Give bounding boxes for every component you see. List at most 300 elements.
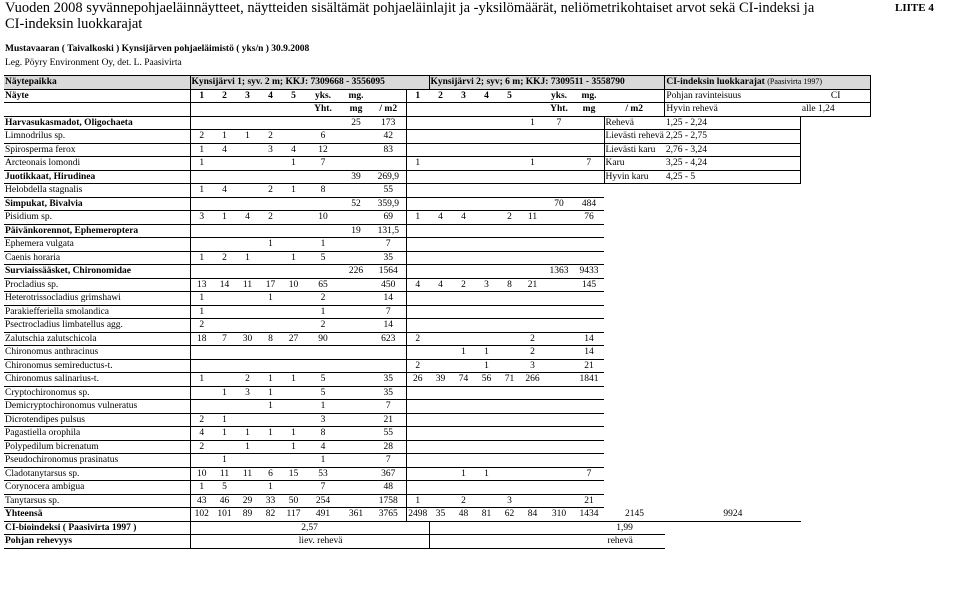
sample-count bbox=[452, 116, 475, 130]
total-m2-b: 2498 bbox=[406, 508, 429, 522]
sample-count: 4 bbox=[452, 211, 475, 225]
sample-count bbox=[498, 346, 521, 360]
sample-count bbox=[282, 359, 305, 373]
total-count: 21 bbox=[521, 278, 544, 292]
empty-cell bbox=[801, 508, 871, 522]
per-m2: 7 bbox=[371, 305, 406, 319]
sample-count bbox=[475, 170, 498, 184]
biomass bbox=[341, 292, 371, 306]
total-count bbox=[521, 197, 544, 211]
total-sample: 82 bbox=[259, 508, 282, 522]
sample-count: 1 bbox=[190, 251, 213, 265]
taxon-name: Arcteonais lomondi bbox=[4, 157, 190, 171]
biomass bbox=[341, 346, 371, 360]
biomass bbox=[544, 494, 574, 508]
sample-count bbox=[282, 170, 305, 184]
sample-count: 11 bbox=[236, 278, 259, 292]
per-m2 bbox=[574, 400, 604, 414]
table-row bbox=[4, 251, 871, 265]
biomass bbox=[341, 413, 371, 427]
total-count: 3 bbox=[305, 413, 341, 427]
per-m2 bbox=[574, 440, 604, 454]
table-row bbox=[4, 143, 871, 157]
sample-count: 4 bbox=[190, 427, 213, 441]
sample-count bbox=[429, 427, 452, 441]
total-count: 6 bbox=[305, 130, 341, 144]
per-m2: 7 bbox=[574, 157, 604, 171]
biomass: 226 bbox=[341, 265, 371, 279]
sample-count bbox=[475, 211, 498, 225]
empty-cell bbox=[665, 400, 801, 414]
ci-index-row bbox=[4, 521, 871, 535]
sample-count bbox=[429, 130, 452, 144]
table-row bbox=[4, 292, 871, 306]
sample-count bbox=[213, 400, 236, 414]
sample-count bbox=[475, 319, 498, 333]
sample-count: 2 bbox=[452, 494, 475, 508]
per-m2 bbox=[574, 251, 604, 265]
sample-count: 4 bbox=[213, 184, 236, 198]
sample-count bbox=[259, 359, 282, 373]
sample-count bbox=[236, 319, 259, 333]
sample-count bbox=[406, 184, 429, 198]
per-m2 bbox=[574, 427, 604, 441]
sample-count: 2 bbox=[259, 130, 282, 144]
empty-cell bbox=[665, 346, 801, 360]
empty-cell bbox=[665, 332, 801, 346]
table-row bbox=[4, 184, 871, 198]
page-title: Vuoden 2008 syvännepohjaeläinnäytteet, näytteiden sisältämät pohjaeläinlajit ja -yksilömäärät, neliömetrikohtaiset arvot sekä CI-indeksi ja CI-indeksin luokkarajat bbox=[5, 0, 815, 32]
total-count bbox=[521, 494, 544, 508]
per-m2: 7 bbox=[574, 467, 604, 481]
total-count: 266 bbox=[521, 373, 544, 387]
empty-cell bbox=[665, 224, 801, 238]
sample-count bbox=[498, 400, 521, 414]
ci-index-site1: 2,57 bbox=[190, 521, 429, 535]
sample-count bbox=[498, 454, 521, 468]
per-m2: 14 bbox=[371, 319, 406, 333]
sample-count bbox=[429, 494, 452, 508]
sample-count: 11 bbox=[236, 467, 259, 481]
table-row bbox=[4, 346, 871, 360]
sample-count bbox=[452, 454, 475, 468]
sample-count bbox=[259, 224, 282, 238]
total-count: 2 bbox=[521, 346, 544, 360]
sample-count bbox=[282, 292, 305, 306]
sample-num: 2 bbox=[429, 89, 452, 103]
table-row bbox=[4, 427, 871, 441]
empty-cell bbox=[665, 238, 801, 252]
sample-count bbox=[406, 413, 429, 427]
taxon-name: Parakiefferiella smolandica bbox=[4, 305, 190, 319]
total-count: 2 bbox=[305, 319, 341, 333]
taxon-name: Chironomus semireductus-t. bbox=[4, 359, 190, 373]
biomass: 39 bbox=[341, 170, 371, 184]
sample-count bbox=[452, 197, 475, 211]
total-count bbox=[521, 251, 544, 265]
sample-count bbox=[236, 359, 259, 373]
biomass bbox=[544, 332, 574, 346]
sample-count bbox=[475, 332, 498, 346]
sample-count bbox=[452, 400, 475, 414]
total-count bbox=[305, 116, 341, 130]
taxon-name: Chironomus salinarius-t. bbox=[4, 373, 190, 387]
sample-count bbox=[236, 116, 259, 130]
sample-count bbox=[452, 170, 475, 184]
table-row bbox=[4, 373, 871, 387]
sample-count bbox=[498, 386, 521, 400]
per-m2 bbox=[574, 481, 604, 495]
sample-count bbox=[475, 494, 498, 508]
sample-count bbox=[190, 346, 213, 360]
sample-count: 29 bbox=[236, 494, 259, 508]
table-row bbox=[4, 238, 871, 252]
sample-count: 3 bbox=[498, 494, 521, 508]
biomass bbox=[544, 224, 574, 238]
biomass bbox=[341, 305, 371, 319]
taxon-name: Caenis horaria bbox=[4, 251, 190, 265]
taxon-name: Dicrotendipes pulsus bbox=[4, 413, 190, 427]
sample-count bbox=[213, 359, 236, 373]
biomass bbox=[341, 386, 371, 400]
ci-index-site2: 1,99 bbox=[429, 521, 665, 535]
empty-cell bbox=[604, 454, 665, 468]
sample-count: 2 bbox=[406, 359, 429, 373]
sample-count bbox=[429, 454, 452, 468]
taxon-name: Harvasukasmadot, Oligochaeta bbox=[4, 116, 190, 130]
sample-count: 46 bbox=[213, 494, 236, 508]
taxon-name: Päivänkorennot, Ephemeroptera bbox=[4, 224, 190, 238]
sample-count bbox=[498, 170, 521, 184]
taxon-name: Simpukat, Bivalvia bbox=[4, 197, 190, 211]
total-count bbox=[305, 359, 341, 373]
sample-count bbox=[190, 224, 213, 238]
sample-count bbox=[475, 130, 498, 144]
sample-count: 1 bbox=[282, 440, 305, 454]
per-m2: 367 bbox=[371, 467, 406, 481]
per-m2: 7 bbox=[371, 400, 406, 414]
total-count: 1 bbox=[305, 454, 341, 468]
sample-count: 1 bbox=[452, 467, 475, 481]
sample-count: 27 bbox=[282, 332, 305, 346]
sample-count bbox=[429, 143, 452, 157]
sample-count: 1 bbox=[282, 427, 305, 441]
empty-cell bbox=[604, 359, 665, 373]
total-count bbox=[305, 197, 341, 211]
biomass bbox=[544, 292, 574, 306]
mg-col-label: mg bbox=[574, 103, 604, 117]
per-m2: 9433 bbox=[574, 265, 604, 279]
sample-count bbox=[259, 157, 282, 171]
sample-count bbox=[452, 386, 475, 400]
sample-count bbox=[282, 305, 305, 319]
sample-count bbox=[429, 197, 452, 211]
sample-count bbox=[406, 305, 429, 319]
empty-cell bbox=[604, 224, 665, 238]
total-count: 1 bbox=[521, 157, 544, 171]
biomass bbox=[341, 278, 371, 292]
sample-count: 1 bbox=[190, 481, 213, 495]
biomass bbox=[341, 427, 371, 441]
total-count: 5 bbox=[305, 251, 341, 265]
sample-label: Näyte bbox=[4, 89, 190, 103]
yks-label: yks. bbox=[544, 89, 574, 103]
appendix-label: LIITE 4 bbox=[895, 2, 934, 14]
trophic-state-site2: rehevä bbox=[429, 535, 665, 549]
sample-count bbox=[236, 305, 259, 319]
mg-label: mg. bbox=[341, 89, 371, 103]
table-row bbox=[4, 467, 871, 481]
sample-count bbox=[429, 157, 452, 171]
sample-count: 8 bbox=[259, 332, 282, 346]
per-m2: 35 bbox=[371, 251, 406, 265]
sample-count bbox=[452, 319, 475, 333]
per-m2: 7 bbox=[371, 454, 406, 468]
total-count: 1 bbox=[305, 305, 341, 319]
sample-num: 4 bbox=[475, 89, 498, 103]
sample-count bbox=[406, 467, 429, 481]
sample-count: 2 bbox=[213, 251, 236, 265]
biomass bbox=[544, 143, 574, 157]
empty-cell bbox=[665, 211, 801, 225]
per-m2 bbox=[574, 292, 604, 306]
biomass bbox=[544, 427, 574, 441]
sample-count bbox=[475, 143, 498, 157]
empty-cell bbox=[665, 305, 801, 319]
empty-cell bbox=[665, 481, 801, 495]
total-per-m2: 2145 bbox=[604, 508, 665, 522]
empty-cell bbox=[665, 373, 801, 387]
sample-count bbox=[452, 130, 475, 144]
sample-count: 1 bbox=[406, 157, 429, 171]
empty-cell bbox=[665, 265, 801, 279]
ci-col2-header: CI bbox=[801, 89, 871, 103]
sample-count: 43 bbox=[190, 494, 213, 508]
sample-count bbox=[236, 143, 259, 157]
sample-count bbox=[282, 211, 305, 225]
total-sample: 35 bbox=[429, 508, 452, 522]
sample-count bbox=[259, 440, 282, 454]
total-count bbox=[521, 319, 544, 333]
per-m2 bbox=[371, 157, 406, 171]
taxon-name: Procladius sp. bbox=[4, 278, 190, 292]
trophic-state-row bbox=[4, 535, 871, 549]
sample-count bbox=[236, 238, 259, 252]
sample-count bbox=[259, 197, 282, 211]
sample-count bbox=[259, 319, 282, 333]
table-row bbox=[4, 359, 871, 373]
sample-count bbox=[429, 238, 452, 252]
empty-cell bbox=[665, 494, 801, 508]
empty-cell bbox=[604, 440, 665, 454]
sample-count bbox=[498, 157, 521, 171]
sample-count bbox=[213, 305, 236, 319]
sample-count bbox=[475, 305, 498, 319]
total-per-m2 bbox=[371, 508, 406, 522]
per-m2: 21 bbox=[371, 413, 406, 427]
sample-count: 74 bbox=[452, 373, 475, 387]
sample-count: 1 bbox=[190, 373, 213, 387]
total-count bbox=[521, 184, 544, 198]
empty-cell bbox=[665, 413, 801, 427]
sample-count bbox=[498, 427, 521, 441]
sample-count: 1 bbox=[190, 305, 213, 319]
sample-count bbox=[236, 224, 259, 238]
sample-count bbox=[259, 454, 282, 468]
sample-count: 1 bbox=[236, 427, 259, 441]
sample-count bbox=[429, 305, 452, 319]
sample-count bbox=[429, 400, 452, 414]
table-row bbox=[4, 481, 871, 495]
ci-class-label: Hyvin karu bbox=[604, 170, 665, 184]
sample-count: 4 bbox=[236, 211, 259, 225]
per-m2 bbox=[574, 116, 604, 130]
sample-count: 1 bbox=[213, 386, 236, 400]
biomass bbox=[341, 373, 371, 387]
sample-count bbox=[406, 224, 429, 238]
biomass: 7 bbox=[544, 116, 574, 130]
sample-count: 2 bbox=[498, 211, 521, 225]
per-m2 bbox=[574, 413, 604, 427]
sample-count bbox=[282, 386, 305, 400]
sample-count: 1 bbox=[475, 359, 498, 373]
total-count bbox=[521, 427, 544, 441]
sample-count bbox=[475, 238, 498, 252]
sample-count bbox=[259, 413, 282, 427]
empty-cell bbox=[665, 386, 801, 400]
sample-count bbox=[498, 238, 521, 252]
sample-count bbox=[429, 440, 452, 454]
biomass bbox=[341, 494, 371, 508]
empty-cell bbox=[665, 440, 801, 454]
sample-count bbox=[452, 481, 475, 495]
sample-count: 71 bbox=[498, 373, 521, 387]
sample-count: 4 bbox=[282, 143, 305, 157]
sample-count bbox=[236, 292, 259, 306]
sample-count: 1 bbox=[259, 238, 282, 252]
per-m2: 484 bbox=[574, 197, 604, 211]
sample-count bbox=[452, 251, 475, 265]
sample-count bbox=[190, 238, 213, 252]
sample-count bbox=[213, 319, 236, 333]
sample-count: 15 bbox=[282, 467, 305, 481]
sample-count bbox=[282, 481, 305, 495]
sample-count: 14 bbox=[213, 278, 236, 292]
sample-count bbox=[475, 224, 498, 238]
biomass: 25 bbox=[341, 116, 371, 130]
sample-count bbox=[452, 292, 475, 306]
taxon-name: Chironomus anthracinus bbox=[4, 346, 190, 360]
sample-count bbox=[498, 265, 521, 279]
sample-count bbox=[429, 170, 452, 184]
sample-count bbox=[429, 481, 452, 495]
sample-count bbox=[282, 413, 305, 427]
sample-count bbox=[190, 359, 213, 373]
sample-count: 1 bbox=[213, 413, 236, 427]
sample-num: 3 bbox=[452, 89, 475, 103]
per-m2 bbox=[574, 454, 604, 468]
total-count bbox=[521, 305, 544, 319]
yht-label: Yht. bbox=[305, 103, 341, 117]
sample-count bbox=[475, 481, 498, 495]
empty-cell bbox=[665, 359, 801, 373]
sample-count: 3 bbox=[190, 211, 213, 225]
total-count: 8 bbox=[305, 184, 341, 198]
taxon-name: Pagastiella orophila bbox=[4, 427, 190, 441]
sample-count: 1 bbox=[259, 373, 282, 387]
empty-cell bbox=[604, 346, 665, 360]
sample-count bbox=[429, 467, 452, 481]
sample-count bbox=[498, 184, 521, 198]
biomass: 70 bbox=[544, 197, 574, 211]
per-m2: 28 bbox=[371, 440, 406, 454]
empty-cell bbox=[665, 454, 801, 468]
sample-count: 5 bbox=[213, 481, 236, 495]
sample-count: 3 bbox=[236, 386, 259, 400]
total-count: 1 bbox=[305, 400, 341, 414]
table-row bbox=[4, 319, 871, 333]
biomass bbox=[544, 413, 574, 427]
per-m2 bbox=[574, 130, 604, 144]
taxon-name: Demicryptochironomus vulneratus bbox=[4, 400, 190, 414]
sample-count: 26 bbox=[406, 373, 429, 387]
sample-count bbox=[282, 116, 305, 130]
ci-class-value: 4,25 - 5 bbox=[665, 170, 801, 184]
sample-count: 6 bbox=[259, 467, 282, 481]
sample-count bbox=[406, 454, 429, 468]
site2-header: Kynsijärvi 2; syv; 6 m; KKJ: 7309511 - 3558790 bbox=[429, 76, 665, 90]
total-sample: 62 bbox=[498, 508, 521, 522]
sample-count bbox=[452, 440, 475, 454]
sample-count bbox=[475, 184, 498, 198]
sample-count bbox=[452, 238, 475, 252]
total-count: 11 bbox=[521, 211, 544, 225]
per-m2: 450 bbox=[371, 278, 406, 292]
per-m2 bbox=[574, 143, 604, 157]
biomass bbox=[341, 157, 371, 171]
sample-count: 1 bbox=[282, 157, 305, 171]
sample-count bbox=[213, 238, 236, 252]
sample-count: 7 bbox=[213, 332, 236, 346]
per-m2 bbox=[574, 184, 604, 198]
sample-count bbox=[236, 184, 259, 198]
sample-count bbox=[213, 170, 236, 184]
total-count: 90 bbox=[305, 332, 341, 346]
sample-count bbox=[475, 454, 498, 468]
sample-count: 13 bbox=[190, 278, 213, 292]
sample-count: 2 bbox=[259, 184, 282, 198]
sample-count bbox=[475, 265, 498, 279]
empty-cell bbox=[604, 292, 665, 306]
sample-count: 1 bbox=[213, 211, 236, 225]
sample-count bbox=[213, 265, 236, 279]
sample-count bbox=[475, 386, 498, 400]
total-sample: 101 bbox=[213, 508, 236, 522]
ci-class-label: Karu bbox=[604, 157, 665, 171]
sample-count bbox=[452, 265, 475, 279]
ci-class-header bbox=[665, 76, 871, 90]
sample-count bbox=[498, 413, 521, 427]
sample-num: 2 bbox=[213, 89, 236, 103]
taxon-name: Spirosperma ferox bbox=[4, 143, 190, 157]
sample-count: 33 bbox=[259, 494, 282, 508]
total-count: 10 bbox=[305, 211, 341, 225]
sample-count bbox=[429, 265, 452, 279]
biomass bbox=[544, 467, 574, 481]
sample-count bbox=[282, 265, 305, 279]
sample-count: 2 bbox=[406, 332, 429, 346]
sample-count bbox=[475, 197, 498, 211]
